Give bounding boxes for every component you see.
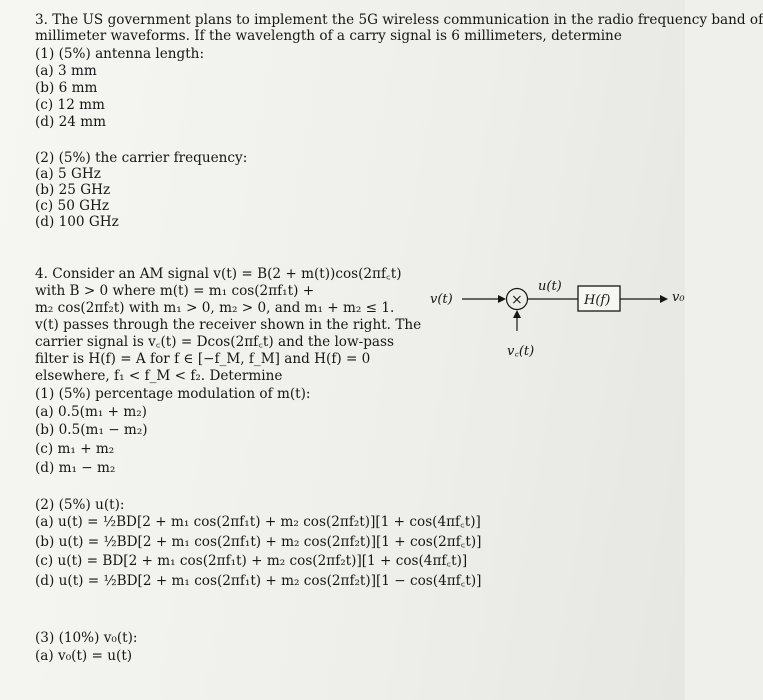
q4-text-line-5: carrier signal is v꜀(t) = Dcos(2πf꜀t) and the low-pass [35, 334, 394, 350]
q3-part1-title: (1) (5%) antenna length: [35, 46, 205, 62]
q3-part1-option-d: (d) 24 mm [35, 114, 107, 130]
q3-part2-option-b: (b) 25 GHz [35, 182, 111, 198]
q4-text-line-1: 4. Consider an AM signal v(t) = B(2 + m(t))cos(2πf꜀t) [35, 266, 402, 282]
mixer-symbol: × [511, 292, 523, 308]
diagram-output-label: v₀ [672, 290, 685, 305]
q4-part1-option-a: (a) 0.5(m₁ + m₂) [35, 404, 147, 420]
q4-part2-title: (2) (5%) u(t): [35, 497, 125, 513]
q4-part3-title: (3) (10%) v₀(t): [35, 630, 138, 646]
output-arrow-head [660, 295, 668, 303]
q4-part2-option-d: (d) u(t) = ½BD[2 + m₁ cos(2πf₁t) + m₂ cos(2πf₂t)][1 − cos(4πf꜀t)] [35, 573, 482, 589]
receiver-block-diagram [428, 275, 685, 365]
q4-text-line-2: with B > 0 where m(t) = m₁ cos(2πf₁t) + [35, 283, 315, 299]
q3-intro-line-2: millimeter waveforms. If the wavelength of a carry signal is 6 millimeters, determine [35, 28, 622, 44]
diagram-input-label: v(t) [430, 292, 453, 307]
filter-label: H(f) [584, 293, 611, 308]
carrier-label: v꜀(t) [507, 344, 535, 359]
q4-part2-option-a: (a) u(t) = ½BD[2 + m₁ cos(2πf₁t) + m₂ cos(2πf₂t)][1 + cos(4πf꜀t)] [35, 514, 481, 530]
q4-part1-title: (1) (5%) percentage modulation of m(t): [35, 386, 311, 402]
q4-part2-option-b: (b) u(t) = ½BD[2 + m₁ cos(2πf₁t) + m₂ cos(2πf₂t)][1 + cos(2πf꜀t)] [35, 534, 482, 550]
q4-text-line-7: elsewhere, f₁ < f_M < f₂. Determine [35, 368, 283, 384]
q3-part2-title: (2) (5%) the carrier frequency: [35, 150, 248, 166]
mixer-output-label: u(t) [538, 279, 562, 294]
q4-text-line-4: v(t) passes through the receiver shown in the right. The [35, 317, 422, 333]
q3-part1-option-c: (c) 12 mm [35, 97, 105, 113]
q4-text-line-3: m₂ cos(2πf₂t) with m₁ > 0, m₂ > 0, and m₁ + m₂ ≤ 1. [35, 300, 395, 316]
input-arrow-head [498, 295, 506, 303]
q4-part2-option-c: (c) u(t) = BD[2 + m₁ cos(2πf₁t) + m₂ cos(2πf₂t)][1 + cos(4πf꜀t)] [35, 553, 468, 569]
q3-part2-option-d: (d) 100 GHz [35, 214, 119, 230]
carrier-arrow-head [513, 310, 521, 318]
q4-text-line-6: filter is H(f) = A for f ∈ [−f_M, f_M] and H(f) = 0 [35, 351, 371, 367]
q3-part2-option-a: (a) 5 GHz [35, 166, 101, 182]
q3-part1-option-b: (b) 6 mm [35, 80, 98, 96]
q3-part1-option-a: (a) 3 mm [35, 63, 97, 79]
q3-intro-line-1: 3. The US government plans to implement the 5G wireless communication in the radio frequency band of [35, 12, 763, 28]
q4-part1-option-d: (d) m₁ − m₂ [35, 460, 116, 476]
q4-part3-option-a: (a) v₀(t) = u(t) [35, 648, 133, 664]
q3-part2-option-c: (c) 50 GHz [35, 198, 110, 214]
q4-part1-option-b: (b) 0.5(m₁ − m₂) [35, 422, 148, 438]
q4-part1-option-c: (c) m₁ + m₂ [35, 441, 115, 457]
